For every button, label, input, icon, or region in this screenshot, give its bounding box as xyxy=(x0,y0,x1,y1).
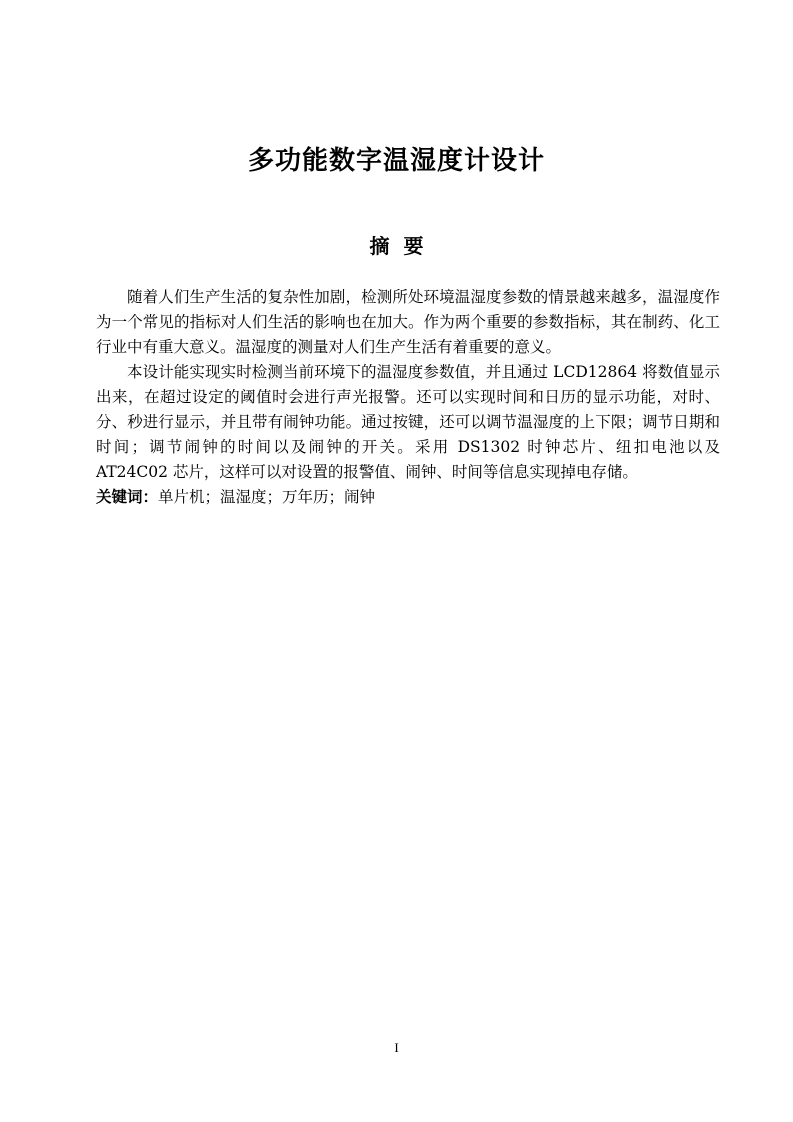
keywords-text: 单片机；温湿度；万年历；闹钟 xyxy=(158,488,376,506)
abstract-paragraph-1: 随着人们生产生活的复杂性加剧，检测所处环境温湿度参数的情景越来越多，温湿度作为一个常见的指标对人们生活的影响也在加大。作为两个重要的参数指标，其在制药、化工行业中有重大意义。温湿度的测量对人们生产生活有着重要的意义。 xyxy=(96,288,720,356)
page-number: I xyxy=(394,1040,399,1055)
document-title: 多功能数字温湿度计设计 xyxy=(247,146,545,176)
abstract-heading: 摘 要 xyxy=(369,234,424,258)
keywords-label: 关键词： xyxy=(96,488,159,506)
abstract-paragraph-2: 本设计能实现实时检测当前环境下的温湿度参数值，并且通过 LCD12864 将数值显示出来，在超过设定的阈值时会进行声光报警。还可以实现时间和日历的显示功能，对时、分、秒进行显示，并且带有闹钟功能。通过按键，还可以调节温湿度的上下限；调节日期和时间；调节闹钟的时间以及闹钟的开关。采用 DS1302 时钟芯片、纽扣电池以及 AT24C02 芯片，这样可以对设置的报警值、闹钟、时间等信息实现掉电存储。 xyxy=(96,363,720,481)
abstract-body xyxy=(96,285,720,510)
keywords-line xyxy=(96,485,720,510)
